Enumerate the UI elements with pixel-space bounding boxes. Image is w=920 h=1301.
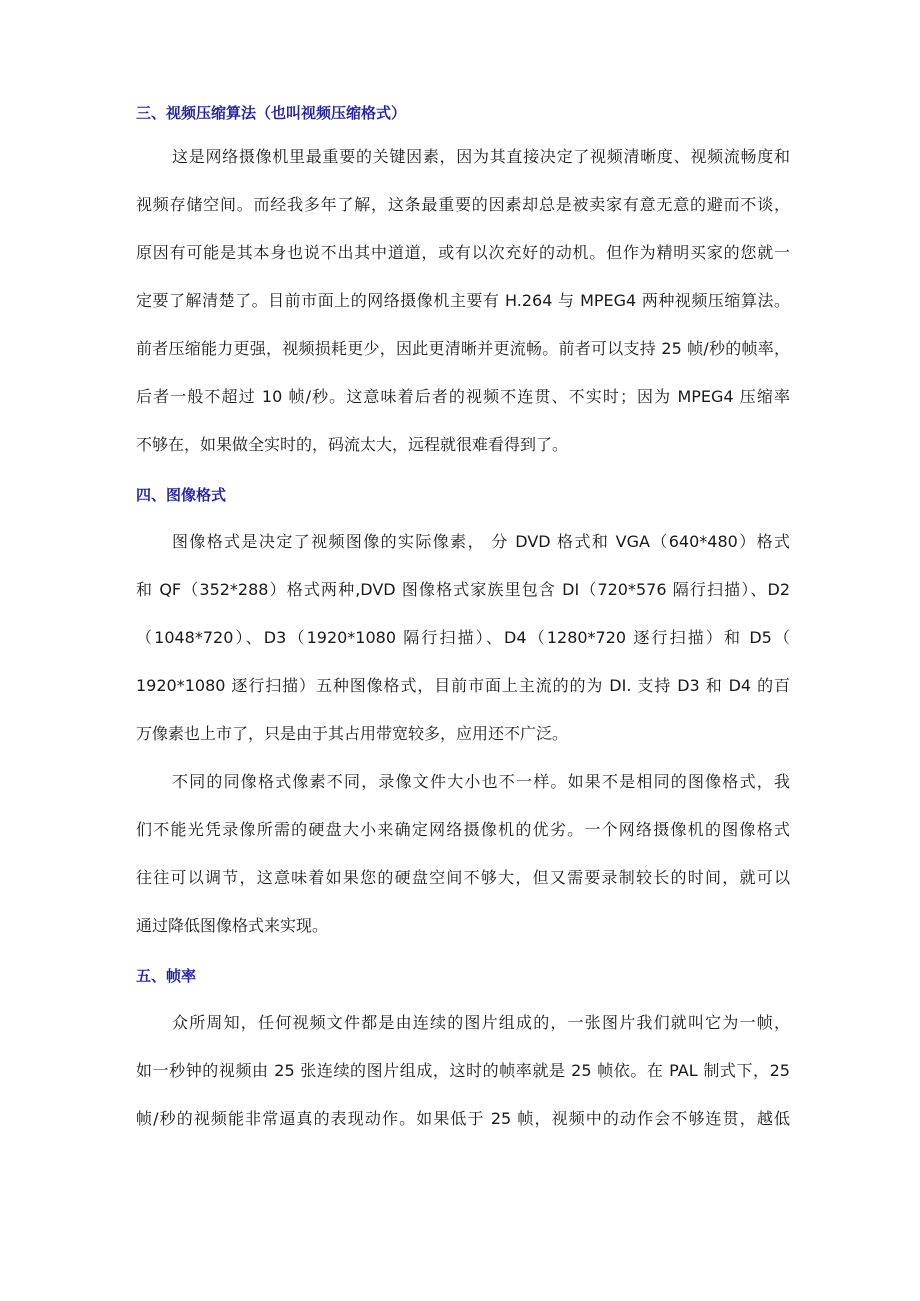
section-5-heading: 五、帧率: [136, 967, 197, 985]
section-3-heading: 三、视频压缩算法（也叫视频压缩格式）: [136, 104, 407, 122]
paragraph-line: 往往可以调节，这意味着如果您的硬盘空间不够大，但又需要录制较长的时间，就可以: [136, 868, 790, 887]
paragraph-line: 帧/秒的视频能非常逼真的表现动作。如果低于 25 帧，视频中的动作会不够连贯，越低: [136, 1109, 790, 1128]
paragraph-line: 通过降低图像格式来实现。: [136, 916, 329, 935]
section-4-heading: 四、图像格式: [136, 486, 227, 504]
paragraph-line: 后者一般不超过 10 帧/秒。这意味着后者的视频不连贯、不实时；因为 MPEG4 压缩率: [136, 387, 790, 406]
paragraph-line: 和 QF（352*288）格式两种,DVD 图像格式家族里包含 DI（720*576 隔行扫描）、D2: [136, 580, 790, 599]
paragraph-line: 不同的同像格式像素不同，录像文件大小也不一样。如果不是相同的图像格式，我: [172, 772, 790, 791]
paragraph-line: 视频存储空间。而经我多年了解，这条最重要的因素却总是被卖家有意无意的避而不谈，: [136, 195, 790, 214]
paragraph-line: 原因有可能是其本身也说不出其中道道，或有以次充好的动机。但作为精明买家的您就一: [136, 243, 790, 262]
paragraph-line: 1920*1080 逐行扫描）五种图像格式，目前市面上主流的的为 DI. 支持 D3 和 D4 的百: [136, 676, 790, 695]
paragraph-line: 这是网络摄像机里最重要的关键因素，因为其直接决定了视频清晰度、视频流畅度和: [172, 147, 790, 166]
paragraph-line: 如一秒钟的视频由 25 张连续的图片组成，这时的帧率就是 25 帧依。在 PAL 制式下，25: [136, 1061, 790, 1080]
paragraph-line: 图像格式是决定了视频图像的实际像素， 分 DVD 格式和 VGA（640*480）格式: [172, 532, 790, 551]
paragraph-line: （1048*720）、D3（1920*1080 隔行扫描）、D4（1280*720 逐行扫描）和 D5（: [136, 628, 790, 647]
paragraph-line: 不够在，如果做全实时的，码流太大，远程就很难看得到了。: [136, 435, 569, 454]
paragraph-line: 们不能光凭录像所需的硬盘大小来确定网络摄像机的优劣。一个网络摄像机的图像格式: [136, 820, 790, 839]
paragraph-line: 定要了解清楚了。目前市面上的网络摄像机主要有 H.264 与 MPEG4 两种视频压缩算法。: [136, 291, 790, 310]
paragraph-line: 众所周知，任何视频文件都是由连续的图片组成的，一张图片我们就叫它为一帧，: [172, 1013, 790, 1032]
paragraph-line: 前者压缩能力更强，视频损耗更少，因此更清晰并更流畅。前者可以支持 25 帧/秒的帧率，: [136, 339, 790, 358]
paragraph-line: 万像素也上市了，只是由于其占用带宽较多，应用还不广泛。: [136, 724, 569, 743]
